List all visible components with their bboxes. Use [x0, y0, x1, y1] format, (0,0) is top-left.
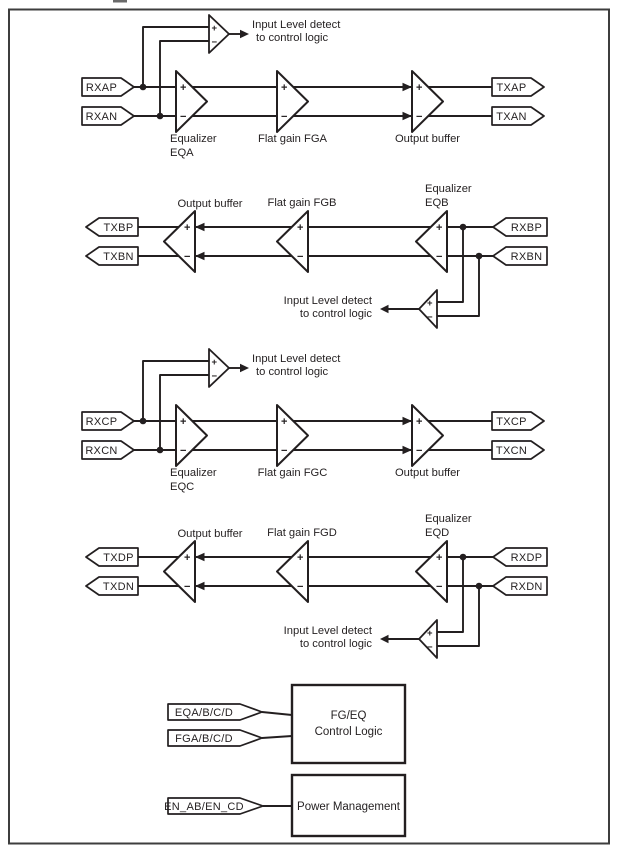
junction-dot [157, 447, 164, 454]
control-logic-section [168, 685, 405, 763]
arrowhead [195, 223, 205, 231]
minus-sign: − [416, 445, 423, 457]
flat-gain-label: Flat gain FGD [267, 527, 337, 539]
detect-label-line2: to control logic [299, 638, 372, 650]
equalizer-label-line2: EQD [425, 527, 450, 539]
pin-label: TXBN [103, 251, 134, 263]
pin-label: FGA/B/C/D [175, 733, 233, 745]
pin-label: RXBP [510, 222, 543, 234]
arrowhead [195, 553, 205, 561]
minus-sign: − [211, 37, 218, 48]
fg-eq-control-logic-box [292, 685, 405, 763]
plus-sign: + [297, 552, 304, 564]
minus-sign: − [180, 111, 187, 123]
equalizer-label-line2: EQC [170, 481, 195, 493]
pin-label: RXAN [85, 111, 118, 123]
plus-sign: + [427, 298, 433, 309]
plus-sign: + [436, 222, 443, 234]
plus-sign: + [211, 357, 218, 368]
detect-label-line1: Input Level detect [283, 625, 372, 637]
equalizer-label-line1: Equalizer [170, 133, 217, 145]
plus-sign: + [211, 23, 218, 34]
wire [262, 712, 292, 715]
output-buffer-label: Output buffer [394, 467, 461, 479]
equalizer-label-line1: Equalizer [425, 513, 472, 525]
channel-d [86, 513, 547, 658]
arrowhead [403, 446, 413, 454]
plus-sign: + [427, 628, 433, 639]
pin-label: RXAP [85, 82, 118, 94]
output-buffer-label: Output buffer [394, 133, 461, 145]
pin-label: TXAP [496, 82, 527, 94]
plus-sign: + [180, 416, 187, 428]
flat-gain-label: Flat gain FGB [267, 197, 337, 209]
pin-label: RXCN [85, 445, 118, 457]
detect-label-line1: Input Level detect [252, 19, 341, 31]
power-management-section [164, 775, 405, 836]
detect-label-line2: to control logic [256, 32, 329, 44]
pin-label: EN_AB/EN_CD [164, 801, 244, 813]
minus-sign: − [297, 251, 304, 263]
minus-sign: − [184, 581, 191, 593]
plus-sign: + [184, 222, 191, 234]
junction-dot [476, 253, 483, 260]
pin-label: RXBN [510, 251, 543, 263]
pin-label: RXDP [510, 552, 543, 564]
equalizer-label-line1: Equalizer [170, 467, 217, 479]
arrowhead [403, 417, 413, 425]
plus-sign: + [180, 82, 187, 94]
control-logic-box-line1: FG/EQ [330, 710, 367, 722]
minus-sign: − [281, 111, 288, 123]
channel-c [82, 349, 544, 493]
minus-sign: − [184, 251, 191, 263]
pin-label: RXCP [85, 416, 118, 428]
minus-sign: − [416, 111, 423, 123]
detect-label-line2: to control logic [256, 366, 329, 378]
plus-sign: + [297, 222, 304, 234]
minus-sign: − [281, 445, 288, 457]
minus-sign: − [297, 581, 304, 593]
plus-sign: + [281, 416, 288, 428]
cropped-text-fragment [113, 0, 127, 3]
arrowhead [195, 582, 205, 590]
plus-sign: + [184, 552, 191, 564]
control-logic-box-line2: Control Logic [314, 726, 383, 738]
channel-b [86, 183, 547, 328]
pin-label: TXDN [102, 581, 135, 593]
pin-label: TXAN [496, 111, 527, 123]
arrowhead [195, 252, 205, 260]
minus-sign: − [427, 312, 433, 323]
equalizer-label-line1: Equalizer [425, 183, 472, 195]
minus-sign: − [436, 581, 443, 593]
plus-sign: + [416, 82, 423, 94]
flat-gain-label: Flat gain FGA [257, 133, 328, 145]
flat-gain-label: Flat gain FGC [257, 467, 328, 479]
power-management-box-label: Power Management [297, 801, 400, 813]
minus-sign: − [211, 371, 218, 382]
equalizer-label-line2: EQB [425, 197, 449, 209]
pin-label: RXDN [510, 581, 543, 593]
detect-label-line1: Input Level detect [252, 353, 341, 365]
junction-dot [140, 84, 147, 91]
arrowhead [380, 305, 389, 313]
pin-label: TXDP [103, 552, 134, 564]
output-buffer-label: Output buffer [177, 528, 243, 540]
pin-label: TXBP [103, 222, 134, 234]
minus-sign: − [436, 251, 443, 263]
detect-label-line2: to control logic [299, 308, 372, 320]
junction-dot [476, 583, 483, 590]
arrowhead [380, 635, 389, 643]
arrowhead [240, 30, 249, 38]
junction-dot [140, 418, 147, 425]
arrowhead [403, 83, 413, 91]
pin-label: EQA/B/C/D [174, 707, 234, 719]
arrowhead [240, 364, 249, 372]
detect-label-line1: Input Level detect [283, 295, 372, 307]
arrowhead [403, 112, 413, 120]
channel-a [82, 15, 544, 159]
plus-sign: + [416, 416, 423, 428]
plus-sign: + [436, 552, 443, 564]
junction-dot [460, 554, 467, 561]
pin-label: TXCN [495, 445, 528, 457]
wire [262, 736, 292, 738]
junction-dot [157, 113, 164, 120]
output-buffer-label: Output buffer [177, 198, 243, 210]
minus-sign: − [180, 445, 187, 457]
plus-sign: + [281, 82, 288, 94]
minus-sign: − [427, 642, 433, 653]
pin-label: TXCP [496, 416, 527, 428]
equalizer-label-line2: EQA [170, 147, 194, 159]
junction-dot [460, 224, 467, 231]
